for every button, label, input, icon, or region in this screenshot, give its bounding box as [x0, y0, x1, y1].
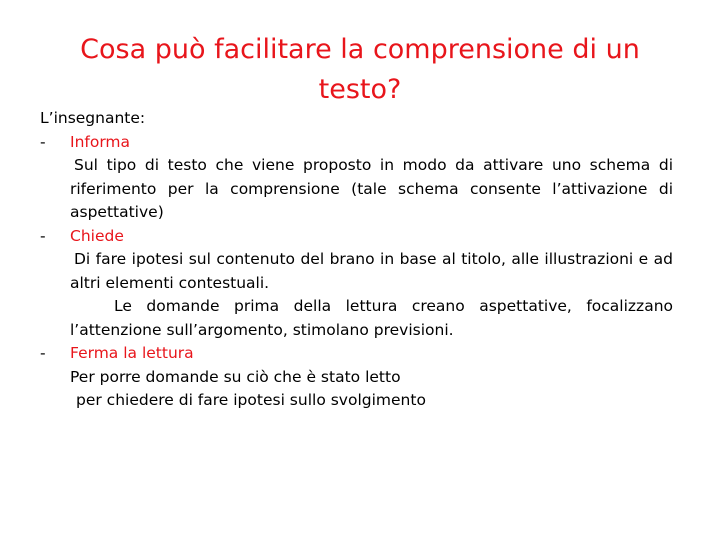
item-paragraph: Per porre domande su ciò che è stato letto: [70, 367, 401, 386]
item-paragraph: per chiedere di fare ipotesi sullo svolgimento: [76, 391, 426, 409]
item-paragraph: Le domande prima della lettura creano aspettative, focalizzano l’attenzione sull’argomento, stimolano previsioni.: [70, 297, 673, 339]
item-title-informa: Informa: [70, 132, 131, 151]
dash-bullet: -: [40, 132, 46, 151]
bullet-item-ferma-la-lettura: [40, 342, 680, 413]
item-paragraph: Sul tipo di testo che viene proposto in modo da attivare uno schema di riferimento per la comprensione (tale schema consente l’attivazione di aspettative): [70, 156, 673, 221]
slide-body: [40, 107, 680, 413]
dash-bullet: -: [40, 226, 46, 245]
item-title-chiede: Chiede: [70, 226, 124, 245]
bullet-item-chiede: [40, 225, 680, 343]
dash-bullet: -: [40, 344, 46, 362]
slide-title: Cosa può facilitare la comprensione di un testo?: [80, 34, 640, 105]
intro-label: L’insegnante:: [40, 109, 146, 127]
item-title-ferma-la-lettura: Ferma la lettura: [70, 344, 194, 362]
item-paragraph: Di fare ipotesi sul contenuto del brano in base al titolo, alle illustrazioni e ad altri elementi contestuali.: [70, 250, 673, 292]
bullet-item-informa: [40, 131, 680, 225]
